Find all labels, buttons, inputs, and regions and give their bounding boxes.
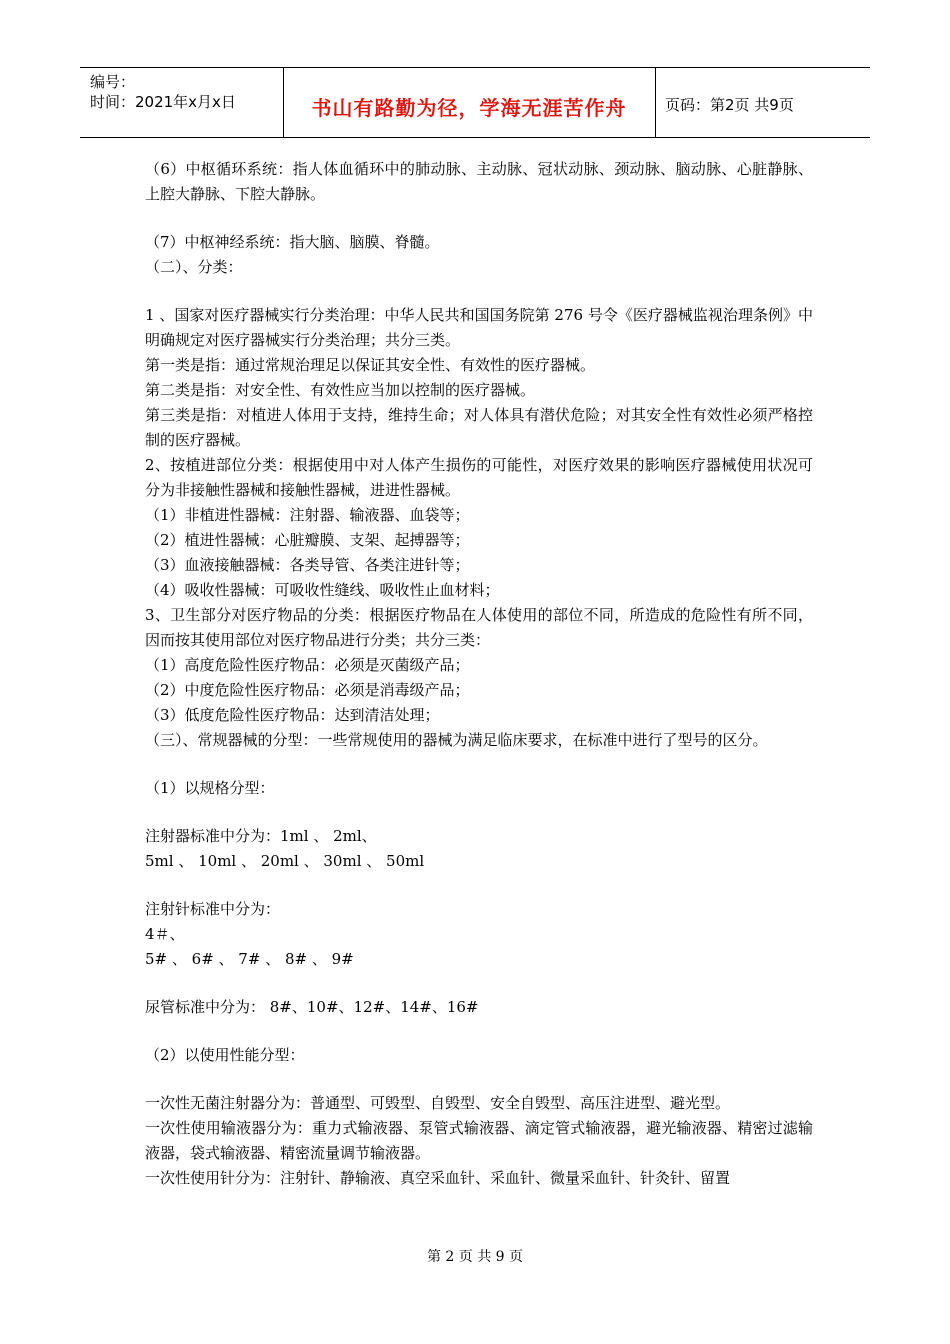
body-paragraph: （1）以规格分型： <box>145 779 275 797</box>
header-motto: 书山有路勤为径，学海无涯苦作舟 <box>311 96 627 120</box>
body-paragraph: 一次性使用针分为：注射针、静输液、真空采血针、采血针、微量采血针、针灸针、留置 <box>145 1169 731 1187</box>
header-page-number: 页码：第2页 共9页 <box>665 96 794 114</box>
document-number-label: 编号： <box>90 73 136 91</box>
body-paragraph: 尿管标准中分为： 8#、10#、12#、14#、16# <box>145 998 479 1016</box>
body-paragraph: 5ml 、 10ml 、 20ml 、 30ml 、 50ml <box>145 852 425 870</box>
body-paragraph: 1 、国家对医疗器械实行分类治理：中华人民共和国国务院第 276 号令《医疗器械监视治理条例》中明确规定对医疗器械实行分类治理；共分三类。 <box>145 306 813 349</box>
body-paragraph: 第二类是指：对安全性、有效性应当加以控制的医疗器械。 <box>145 381 536 399</box>
body-paragraph: 注射针标准中分为： <box>145 900 281 918</box>
body-paragraph: （3）血液接触器械：各类导管、各类注进针等； <box>145 556 470 574</box>
page-footer: 第 2 页 共 9 页 <box>426 1249 524 1265</box>
body-paragraph: （2）中度危险性医疗物品：必须是消毒级产品； <box>145 681 470 699</box>
document-body <box>145 157 813 1191</box>
body-paragraph: （2）植进性器械：心脏瓣膜、支架、起搏器等； <box>145 531 470 549</box>
body-paragraph: （3）低度危险性医疗物品：达到清洁处理； <box>145 706 440 724</box>
body-paragraph: 注射器标准中分为：1ml 、 2ml、 <box>145 827 377 845</box>
body-paragraph: 5# 、 6# 、 7# 、 8# 、 9# <box>145 950 354 968</box>
document-time-label: 时间：2021年x月x日 <box>90 93 236 111</box>
body-paragraph: 3、卫生部分对医疗物品的分类：根据医疗物品在人体使用的部位不同，所造成的危险性有所不同，因而按其使用部位对医疗物品进行分类；共分三类： <box>145 606 813 649</box>
body-paragraph: （二）、分类： <box>145 258 243 276</box>
body-paragraph: （1）非植进性器械：注射器、输液器、血袋等； <box>145 506 470 524</box>
body-paragraph: （2）以使用性能分型： <box>145 1046 305 1064</box>
document-header <box>80 67 870 138</box>
body-paragraph: 第三类是指：对植进人体用于支持，维持生命；对人体具有潜伏危险；对其安全性有效性必须严格控制的医疗器械。 <box>145 406 813 449</box>
body-paragraph: 一次性无菌注射器分为：普通型、可毁型、自毁型、安全自毁型、高压注进型、避光型。 <box>145 1094 731 1112</box>
body-paragraph: （6）中枢循环系统：指人体血循环中的肺动脉、主动脉、冠状动脉、颈动脉、脑动脉、心脏静脉、上腔大静脉、下腔大静脉。 <box>145 160 813 203</box>
body-paragraph: （1）高度危险性医疗物品：必须是灭菌级产品； <box>145 656 470 674</box>
body-paragraph: （4）吸收性器械：可吸收性缝线、吸收性止血材料； <box>145 581 500 599</box>
body-paragraph: 一次性使用输液器分为：重力式输液器、泵管式输液器、滴定管式输液器，避光输液器、精密过滤输液器，袋式输液器、精密流量调节输液器。 <box>145 1119 813 1162</box>
body-paragraph: 第一类是指：通过常规治理足以保证其安全性、有效性的医疗器械。 <box>145 356 596 374</box>
header-meta <box>90 72 236 112</box>
header-divider <box>655 68 656 137</box>
body-paragraph: 4＃、 <box>145 925 185 943</box>
body-paragraph: （三）、常规器械的分型：一些常规使用的器械为满足临床要求，在标准中进行了型号的区分。 <box>145 731 768 749</box>
body-paragraph: （7）中枢神经系统：指大脑、脑膜、脊髓。 <box>145 233 440 251</box>
body-paragraph: 2、按植进部位分类：根据使用中对人体产生损伤的可能性，对医疗效果的影响医疗器械使用状况可分为非接触性器械和接触性器械，进进性器械。 <box>145 456 813 499</box>
